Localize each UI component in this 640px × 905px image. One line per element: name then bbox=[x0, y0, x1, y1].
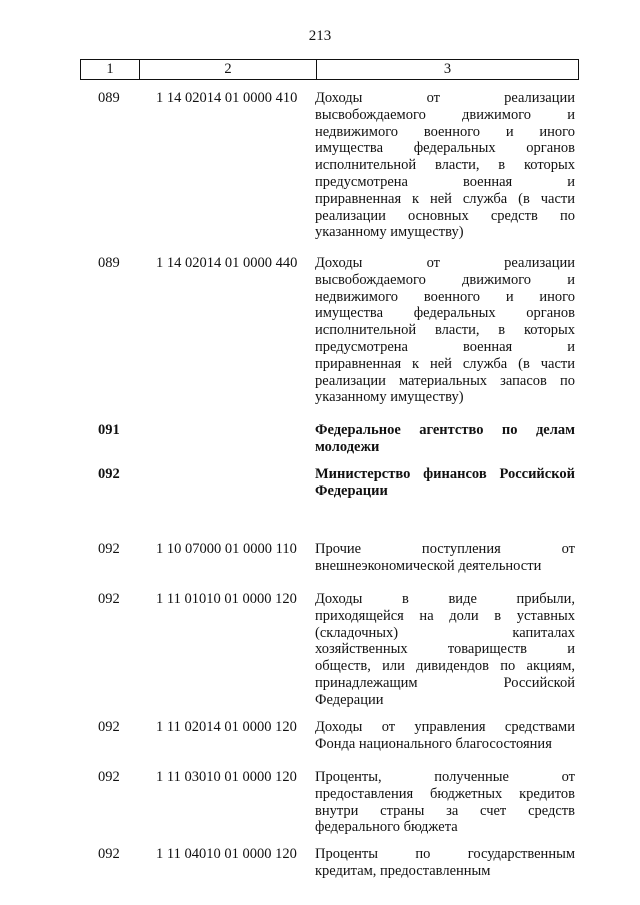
description-line: указанному имуществу) bbox=[315, 224, 464, 241]
budget-classification-code: 1 14 02014 01 0000 410 bbox=[156, 90, 298, 106]
description-line: федерального бюджета bbox=[315, 819, 458, 836]
description-line: указанному имуществу) bbox=[315, 389, 464, 406]
admin-code: 092 bbox=[98, 846, 120, 862]
budget-classification-code: 1 11 01010 01 0000 120 bbox=[156, 591, 297, 607]
description-line: молодежи bbox=[315, 438, 380, 455]
description-line: Федерации bbox=[315, 482, 388, 499]
budget-classification-code: 1 10 07000 01 0000 110 bbox=[156, 541, 297, 557]
description-line: предусмотрена военная и bbox=[315, 338, 575, 355]
description-line: Доходы в виде прибыли, bbox=[315, 591, 575, 607]
table-row bbox=[80, 90, 575, 241]
description-line: Фонда национального благосостояния bbox=[315, 735, 552, 752]
description-line: (складочных) капиталах bbox=[315, 624, 575, 641]
description-line: приравненная к ней служба (в части bbox=[315, 355, 575, 372]
table-row bbox=[80, 591, 575, 709]
header-col-2: 2 bbox=[140, 60, 317, 80]
budget-classification-code: 1 11 02014 01 0000 120 bbox=[156, 719, 297, 735]
budget-classification-code: 1 14 02014 01 0000 440 bbox=[156, 255, 298, 271]
description-line: внутри страны за счет средств bbox=[315, 802, 575, 819]
table-row bbox=[80, 769, 575, 836]
description-line: хозяйственных товариществ и bbox=[315, 641, 575, 658]
description-line: исполнительной власти, в которых bbox=[315, 157, 575, 174]
description-line: предоставления бюджетных кредитов bbox=[315, 785, 575, 802]
table-row bbox=[80, 846, 575, 880]
table-row bbox=[80, 466, 575, 500]
table-header bbox=[80, 59, 579, 80]
admin-code: 092 bbox=[98, 719, 120, 735]
budget-classification-code: 1 11 04010 01 0000 120 bbox=[156, 846, 297, 862]
admin-code: 092 bbox=[98, 541, 120, 557]
header-col-1: 1 bbox=[81, 60, 140, 80]
budget-classification-code bbox=[138, 466, 314, 500]
description-line: Доходы от управления средствами bbox=[315, 719, 575, 735]
description-line: кредитам, предоставленным bbox=[315, 862, 491, 879]
admin-code: 091 bbox=[98, 422, 120, 438]
table-row bbox=[80, 541, 575, 575]
table-row bbox=[80, 719, 575, 753]
description-line: приходящейся на доли в уставных bbox=[315, 607, 575, 624]
description-line: реализации основных средств по bbox=[315, 207, 575, 224]
revenue-description bbox=[314, 769, 575, 836]
description-line: реализации материальных запасов по bbox=[315, 372, 575, 389]
description-line: Прочие поступления от bbox=[315, 541, 575, 557]
description-line: обществ, или дивидендов по акциям, bbox=[315, 658, 575, 675]
description-line: Доходы от реализации bbox=[315, 255, 575, 271]
admin-code: 092 bbox=[98, 769, 120, 785]
revenue-description bbox=[314, 90, 575, 241]
description-line: высвобождаемого движимого и bbox=[315, 106, 575, 123]
revenue-description bbox=[314, 255, 575, 406]
description-line: предусмотрена военная и bbox=[315, 173, 575, 190]
admin-code: 092 bbox=[98, 466, 120, 482]
description-line: Федерации bbox=[315, 691, 384, 708]
description-line: Проценты по государственным bbox=[315, 846, 575, 862]
description-line: приравненная к ней служба (в части bbox=[315, 190, 575, 207]
revenue-description bbox=[314, 591, 575, 709]
description-line: Министерство финансов Российской bbox=[315, 466, 575, 482]
revenue-description bbox=[314, 719, 575, 753]
description-line: высвобождаемого движимого и bbox=[315, 271, 575, 288]
revenue-description bbox=[314, 846, 575, 880]
description-line: недвижимого военного и иного bbox=[315, 123, 575, 140]
description-line: Проценты, полученные от bbox=[315, 769, 575, 785]
description-line: недвижимого военного и иного bbox=[315, 288, 575, 305]
description-line: имущества федеральных органов bbox=[315, 305, 575, 322]
page-number: 213 bbox=[308, 28, 332, 44]
admin-code: 092 bbox=[98, 591, 120, 607]
table-body bbox=[80, 80, 575, 879]
description-line: принадлежащим Российской bbox=[315, 674, 575, 691]
admin-code: 089 bbox=[98, 255, 120, 271]
description-line: исполнительной власти, в которых bbox=[315, 322, 575, 339]
revenue-description bbox=[314, 466, 575, 500]
revenue-description bbox=[314, 541, 575, 575]
budget-classification-code bbox=[138, 422, 314, 456]
revenue-description bbox=[314, 422, 575, 456]
description-line: Федеральное агентство по делам bbox=[315, 422, 575, 438]
header-col-3: 3 bbox=[317, 60, 579, 80]
description-line: Доходы от реализации bbox=[315, 90, 575, 106]
budget-classification-code: 1 11 03010 01 0000 120 bbox=[156, 769, 297, 785]
description-line: имущества федеральных органов bbox=[315, 140, 575, 157]
budget-code-table bbox=[80, 59, 575, 879]
admin-code: 089 bbox=[98, 90, 120, 106]
table-row bbox=[80, 255, 575, 406]
table-row bbox=[80, 422, 575, 456]
description-line: внешнеэкономической деятельности bbox=[315, 557, 542, 574]
